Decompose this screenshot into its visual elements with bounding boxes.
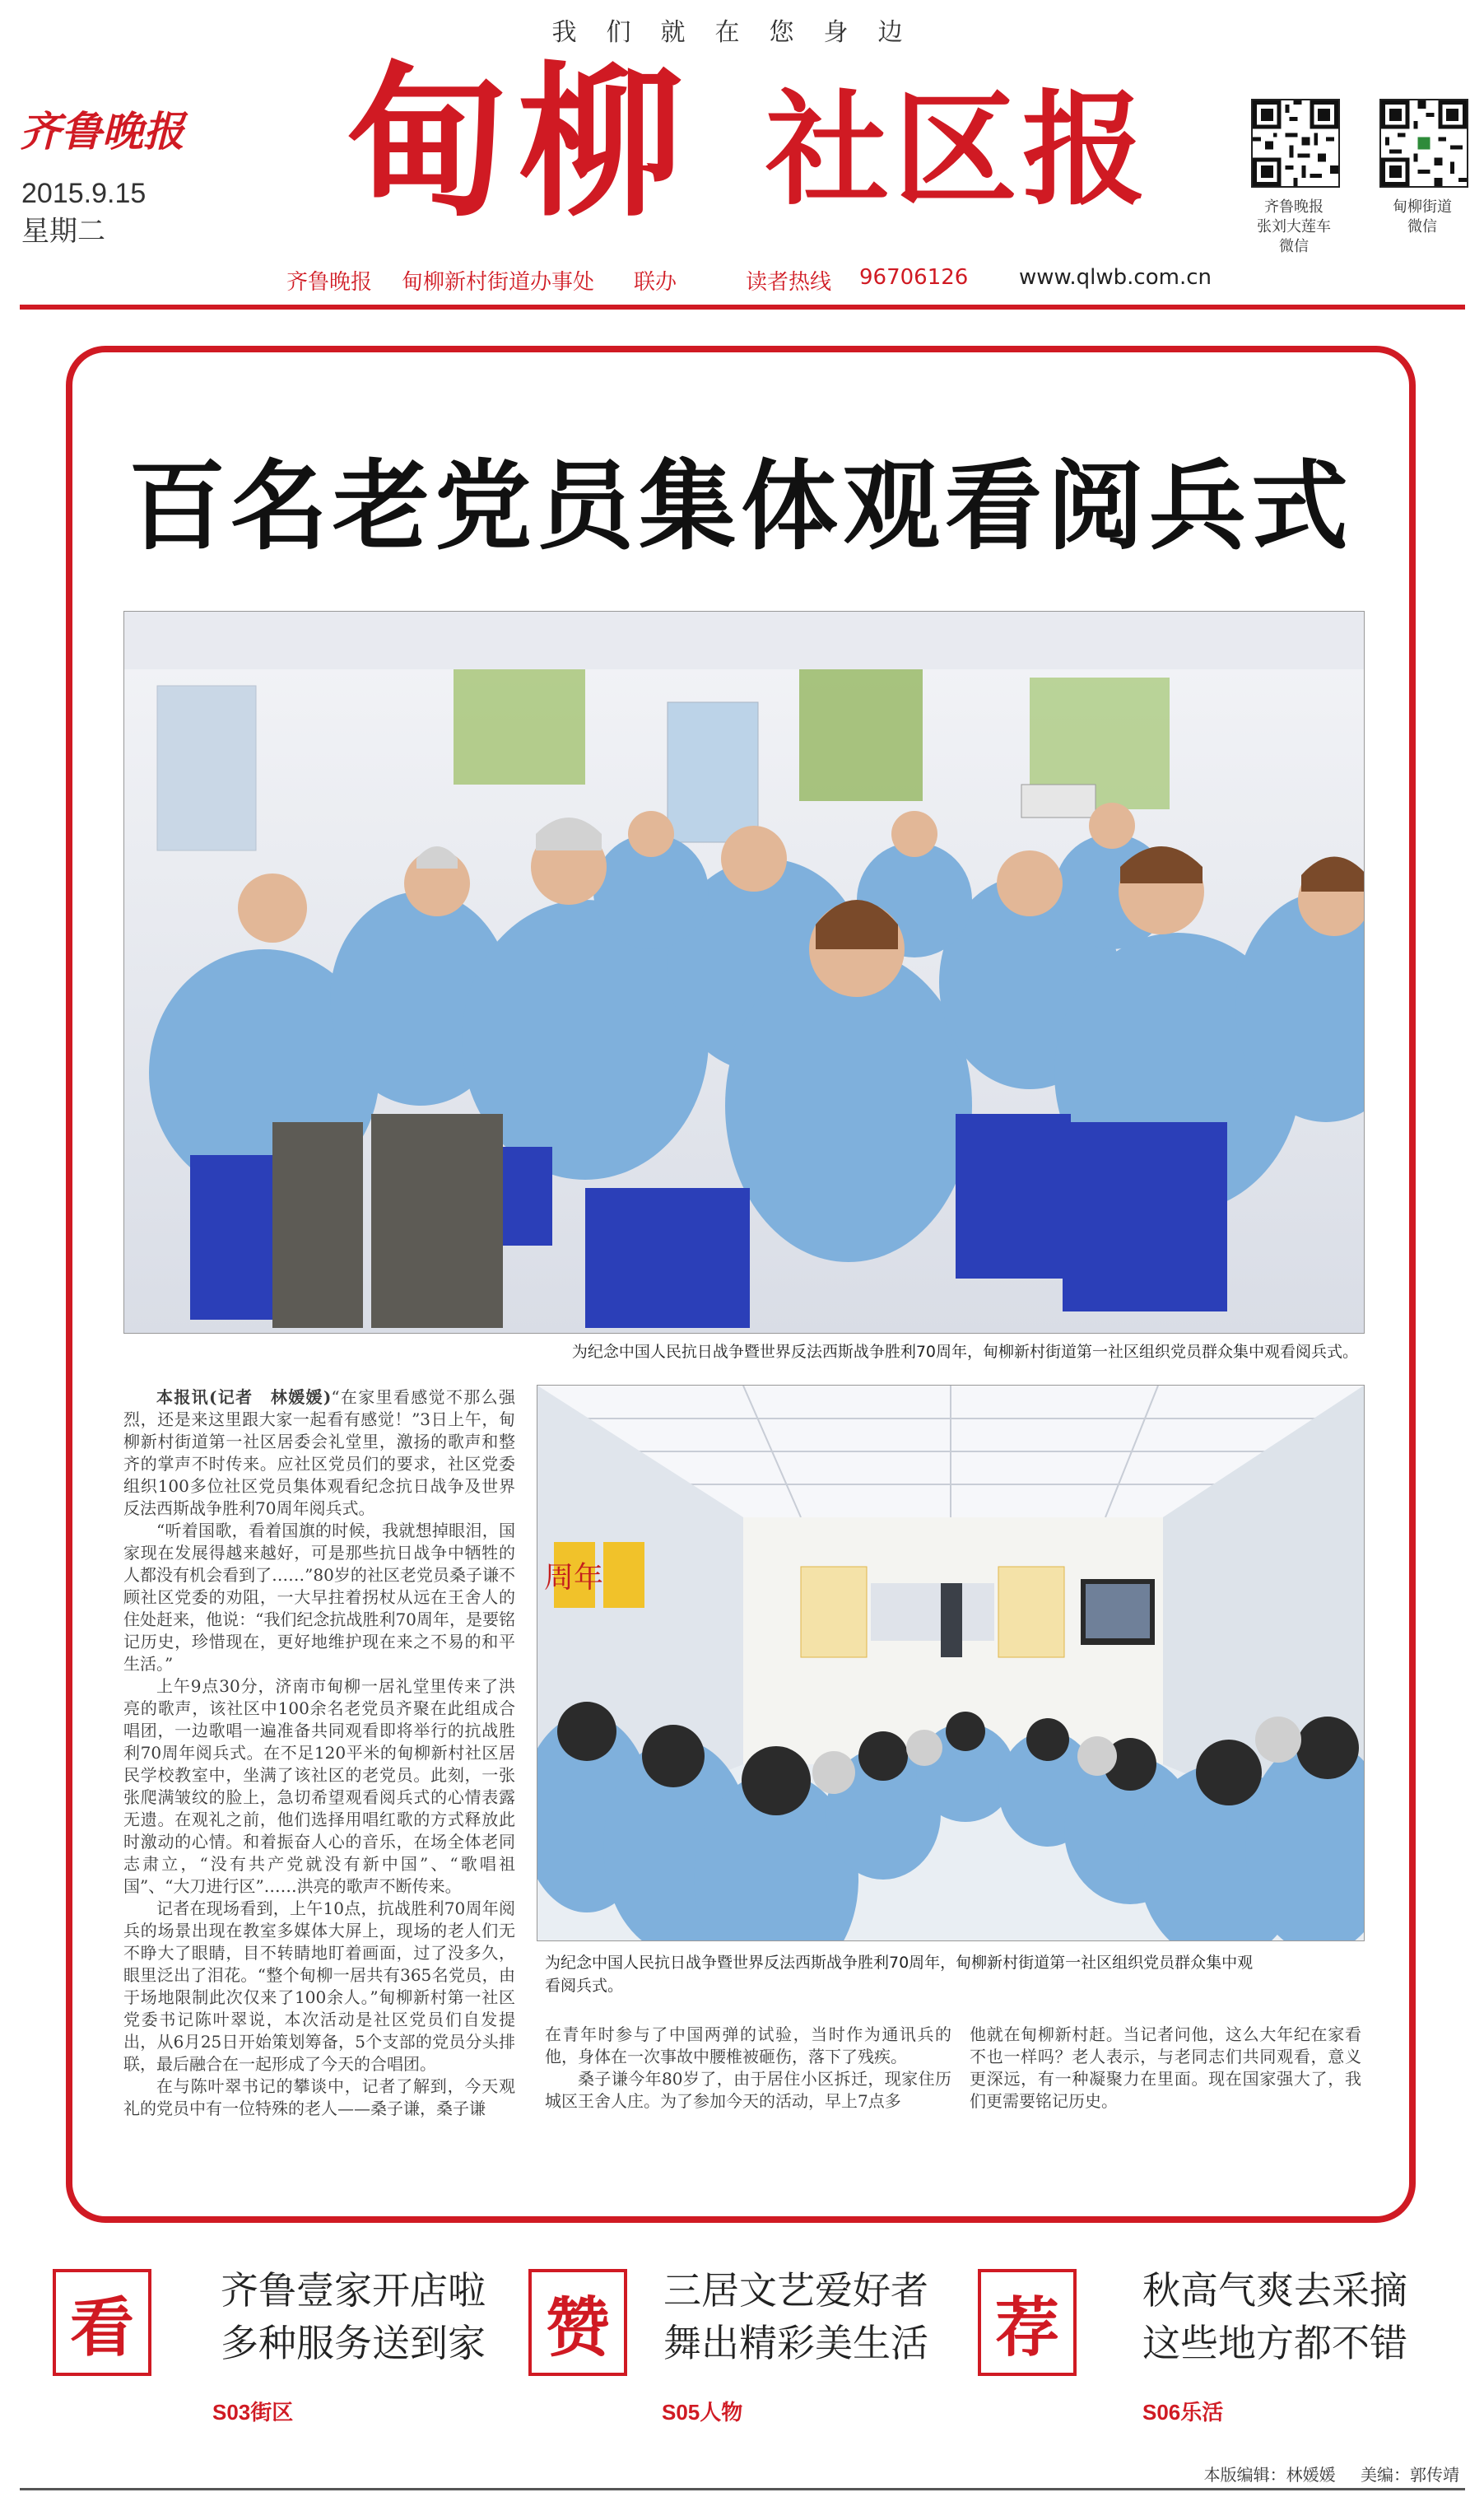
promo-text-3[interactable] (1142, 2264, 1407, 2369)
masthead-slogan: 我们就在您身边 (551, 18, 933, 47)
promo-item-1[interactable] (53, 2269, 151, 2376)
promo-line: 秋高气爽去采摘 (1142, 2268, 1407, 2313)
qr-caption-line: 微信 (1407, 218, 1437, 235)
masthead-divider (20, 305, 1465, 310)
promo-text-1[interactable] (221, 2264, 486, 2369)
qr-caption-1 (1228, 198, 1360, 257)
promo-badge (53, 2269, 151, 2376)
promo-item-3[interactable] (978, 2269, 1077, 2376)
banner-text: 周年 (544, 1561, 604, 1595)
paragraph-text: “在家里看感觉不那么强烈，还是来这里跟大家一起看有感觉！”3日上午，甸柳新村街道第一社区居委会礼堂里，激扬的歌声和整齐的掌声不时传来。应社区党员们的要求，社区党委组织100多位社区党员集体观看纪念抗日战争及世界反法西斯战争胜利70周年阅兵式。 (123, 1387, 515, 1518)
info-paper: 齐鲁晚报 (286, 270, 373, 295)
brand-logo-qilu: 齐鲁晚报 (20, 107, 184, 156)
promo-item-2[interactable] (528, 2269, 627, 2376)
article-paragraph: “听着国歌，看着国旗的时候，我就想掉眼泪，国家现在发展得越来越好，可是那些抗日战争中牺牲的人都没有机会看到了……”80岁的社区老党员桑子谦不顾社区党委的劝阻，一大早拄着拐杖从远在王舍人的住处赶来，他说：“我们纪念抗战胜利70周年，是要铭记历史，珍惜现在，更好地维护现在来之不易的和平生活。” (123, 1521, 515, 1674)
qr-caption-line: 齐鲁晚报 (1264, 198, 1324, 216)
editor-name: 本版编辑：林媛媛 (1203, 2465, 1336, 2485)
promo-char: 赞 (545, 2291, 610, 2365)
photo2-caption-line: 看阅兵式。 (545, 1977, 624, 1995)
promo-line: 齐鲁壹家开店啦 (221, 2268, 486, 2313)
article-paragraph (123, 1386, 515, 1520)
article-headline: 百名老党员集体观看阅兵式 (128, 450, 1353, 563)
designer-name: 美编：郭传靖 (1361, 2465, 1459, 2485)
masthead-title-main: 甸柳 (346, 46, 692, 240)
article-paragraph: 他就在甸柳新村赶。当记者问他，这么大年纪在家看不也一样吗？老人表示，与老同志们共同观看，意义更深远，有一种凝聚力在里面。现在国家强大了，我们更需要铭记历史。 (970, 2024, 1361, 2111)
promo-section-1[interactable]: S03街区 (212, 2400, 294, 2425)
info-website-link[interactable]: www.qlwb.com.cn (1019, 265, 1212, 290)
promo-text-2[interactable] (663, 2264, 928, 2369)
article-paragraph: 在青年时参与了中国两弹的试验，当时作为通讯兵的他，身体在一次事故中腰椎被砸伤，落下了残疾。 (545, 2024, 951, 2066)
qr-caption-2 (1356, 198, 1484, 237)
qr-code-icon[interactable] (1251, 99, 1340, 188)
info-office: 甸柳新村街道办事处 (402, 270, 595, 295)
qr-caption-line: 张刘大莲车 (1257, 218, 1331, 235)
photo2-caption (545, 1951, 1360, 1997)
article-paragraph: 上午9点30分，济南市甸柳一居礼堂里传来了洪亮的歌声，该社区中100余名老党员齐聚在此组成合唱团，一边歌唱一遍准备共同观看即将举行的抗战胜利70周年阅兵式。在不足120平米的甸柳新村社区居民学校教室中，坐满了该社区的老党员。此刻，一张张爬满皱纹的脸上，急切希望观看阅兵式的心情表露无遗。在观礼之前，他们选择用唱红歌的方式释放此时激动的心情。和着振奋人心的音乐，在场全体老同志肃立，“没有共产党就没有新中国”、“歌唱祖国”、“大刀进行区”……洪亮的歌声不断传来。 (123, 1676, 515, 1896)
article-column-2 (545, 2024, 951, 2141)
promo-char: 看 (69, 2291, 134, 2365)
info-hotline: 96706126 (859, 265, 969, 290)
weekday-text: 星期二 (21, 216, 105, 247)
promo-line: 三居文艺爱好者 (663, 2268, 928, 2313)
article-paragraph: 在与陈叶翠书记的攀谈中，记者了解到，今天观礼的党员中有一位特殊的老人——桑子谦，桑子谦 (123, 2076, 515, 2118)
qr-caption-line: 甸柳街道 (1393, 198, 1452, 216)
article-paragraph: 桑子谦今年80岁了，由于居住小区拆迁，现家住历城区王舍人庄。为了参加今天的活动，早上7点多 (545, 2069, 951, 2111)
footer-divider (20, 2488, 1465, 2490)
qr-caption-line: 微信 (1279, 238, 1309, 255)
photo-classroom-screen (537, 1385, 1365, 1941)
info-hotline-label: 读者热线 (746, 270, 832, 295)
date-text: 2015.9.15 (21, 178, 147, 209)
promo-line: 这些地方都不错 (1142, 2321, 1407, 2365)
article-column-3 (970, 2024, 1361, 2141)
promo-char: 荐 (994, 2291, 1059, 2365)
photo-audience-clapping (123, 611, 1365, 1334)
masthead-title-sub: 社区报 (765, 79, 1151, 222)
article-paragraph: 记者在现场看到，上午10点，抗战胜利70周年阅兵的场景出现在教室多媒体大屏上，现场的老人们无不睁大了眼睛，目不转睛地盯着画面，过了没多久，眼里泛出了泪花。“整个甸柳一居共有365名党员，由于场地限制此次仅来了100余人。”甸柳新村第一社区党委书记陈叶翠说，本次活动是社区党员们自发提出，从6月25日开始策划筹备，5个支部的党员分头排联，最后融合在一起形成了今天的合唱团。 (123, 1898, 515, 2074)
article-byline: 本报讯(记者 林媛媛) (156, 1387, 332, 1407)
info-joint: 联办 (634, 270, 677, 295)
qr-code-icon[interactable] (1379, 99, 1468, 188)
promo-badge (528, 2269, 627, 2376)
photo2-caption-line: 为纪念中国人民抗日战争暨世界反法西斯战争胜利70周年，甸柳新村街道第一社区组织党员群众集中观 (545, 1954, 1254, 1972)
promo-line: 舞出精彩美生活 (663, 2321, 928, 2365)
promo-line: 多种服务送到家 (221, 2321, 486, 2365)
photo1-caption: 为纪念中国人民抗日战争暨世界反法西斯战争胜利70周年，甸柳新村街道第一社区组织党员群众集中观看阅兵式。 (571, 1343, 1358, 1361)
promo-section-3[interactable]: S06乐活 (1142, 2400, 1224, 2425)
editor-credits (1204, 2462, 1459, 2485)
article-column-1 (123, 1386, 515, 2149)
promo-section-2[interactable]: S05人物 (662, 2400, 743, 2425)
promo-badge (978, 2269, 1077, 2376)
issue-date (21, 175, 146, 250)
